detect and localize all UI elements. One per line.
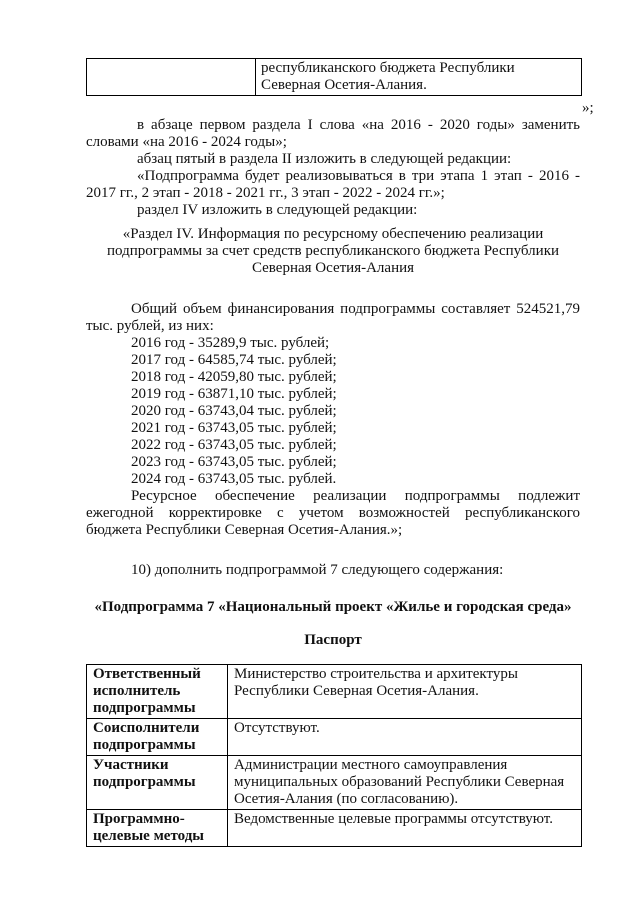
passport-label-cell	[87, 810, 228, 847]
resource-line3: бюджета Республики Северная Осетия-Алания.»;	[86, 522, 403, 538]
passport-label-line: подпрограммы	[93, 737, 196, 753]
table-row	[87, 719, 582, 756]
para4: раздел IV изложить в следующей редакции:	[137, 202, 418, 218]
passport-value-line: Осетия-Алания (по согласованию).	[234, 791, 459, 807]
top-table	[86, 58, 582, 96]
top-table-line: Северная Осетия-Алания.	[261, 77, 427, 93]
passport-value-line: Министерство строительства и архитектуры	[234, 666, 518, 682]
passport-label-cell	[87, 665, 228, 719]
year-2024: 2024 год - 63743,05 тыс. рублей.	[131, 471, 337, 487]
passport-value-line: муниципальных образований Республики Северная	[234, 774, 565, 790]
year-2018: 2018 год - 42059,80 тыс. рублей;	[131, 369, 337, 385]
passport-label-line: Соисполнители	[93, 720, 200, 736]
passport-table	[86, 664, 582, 847]
section-title-line3: Северная Осетия-Алания	[251, 260, 415, 276]
year-2017: 2017 год - 64585,74 тыс. рублей;	[131, 352, 337, 368]
subprogram-title: «Подпрограмма 7 «Национальный проект «Жилье и городская среда»	[94, 599, 572, 615]
passport-label-line: исполнитель	[93, 683, 181, 699]
passport-label-line: подпрограммы	[93, 700, 196, 716]
para3-line2: 2017 гг., 2 этап - 2018 - 2021 гг., 3 этап - 2022 - 2024 гг.»;	[86, 185, 445, 201]
passport-label-line: Ответственный	[93, 666, 201, 682]
section-title-line2: подпрограммы за счет средств республиканского бюджета Республики	[106, 243, 560, 259]
year-2022: 2022 год - 63743,05 тыс. рублей;	[131, 437, 337, 453]
total-line2: тыс. рублей, из них:	[86, 318, 214, 334]
resource-line2: ежегодной корректировке с учетом возможностей республиканского	[86, 505, 580, 521]
passport-label-line: подпрограммы	[93, 774, 196, 790]
year-2023: 2023 год - 63743,05 тыс. рублей;	[131, 454, 337, 470]
passport-value-line: Администрации местного самоуправления	[234, 757, 508, 773]
passport-label-cell	[87, 719, 228, 756]
year-2021: 2021 год - 63743,05 тыс. рублей;	[131, 420, 337, 436]
passport-label-line: Участники	[93, 757, 169, 773]
passport-value-cell	[228, 810, 582, 847]
passport-value-cell	[228, 719, 582, 756]
passport-value-line: Республики Северная Осетия-Алания.	[234, 683, 479, 699]
passport-value-line: Ведомственные целевые программы отсутствуют.	[234, 811, 553, 827]
table-row	[87, 665, 582, 719]
section-title-line1: «Раздел IV. Информация по ресурсному обеспечению реализации	[122, 226, 544, 242]
closing-quote: »;	[582, 100, 594, 116]
top-table-left-cell	[87, 59, 256, 96]
para2: абзац пятый в раздела II изложить в следующей редакции:	[137, 151, 512, 167]
top-table-right-cell	[256, 59, 582, 96]
para3-line1: «Подпрограмма будет реализовываться в три этапа 1 этап - 2016 -	[137, 168, 580, 184]
passport-label-cell	[87, 756, 228, 810]
item-10: 10) дополнить подпрограммой 7 следующего содержания:	[131, 562, 504, 578]
passport-label-line: целевые методы	[93, 828, 205, 844]
passport-value-line: Отсутствуют.	[234, 720, 320, 736]
para1-line2: словами «на 2016 - 2024 годы»;	[86, 134, 287, 150]
top-table-line: республиканского бюджета Республики	[261, 60, 515, 76]
year-2019: 2019 год - 63871,10 тыс. рублей;	[131, 386, 337, 402]
resource-line1: Ресурсное обеспечение реализации подпрограммы подлежит	[131, 488, 580, 504]
year-2016: 2016 год - 35289,9 тыс. рублей;	[131, 335, 330, 351]
passport-label-line: Программно-	[93, 811, 185, 827]
total-line1: Общий объем финансирования подпрограммы составляет 524521,79	[131, 301, 580, 317]
passport-value-cell	[228, 665, 582, 719]
passport-title: Паспорт	[304, 632, 362, 648]
table-row	[87, 756, 582, 810]
year-2020: 2020 год - 63743,04 тыс. рублей;	[131, 403, 337, 419]
para1-line1: в абзаце первом раздела I слова «на 2016 - 2020 годы» заменить	[137, 117, 580, 133]
table-row	[87, 810, 582, 847]
passport-value-cell	[228, 756, 582, 810]
